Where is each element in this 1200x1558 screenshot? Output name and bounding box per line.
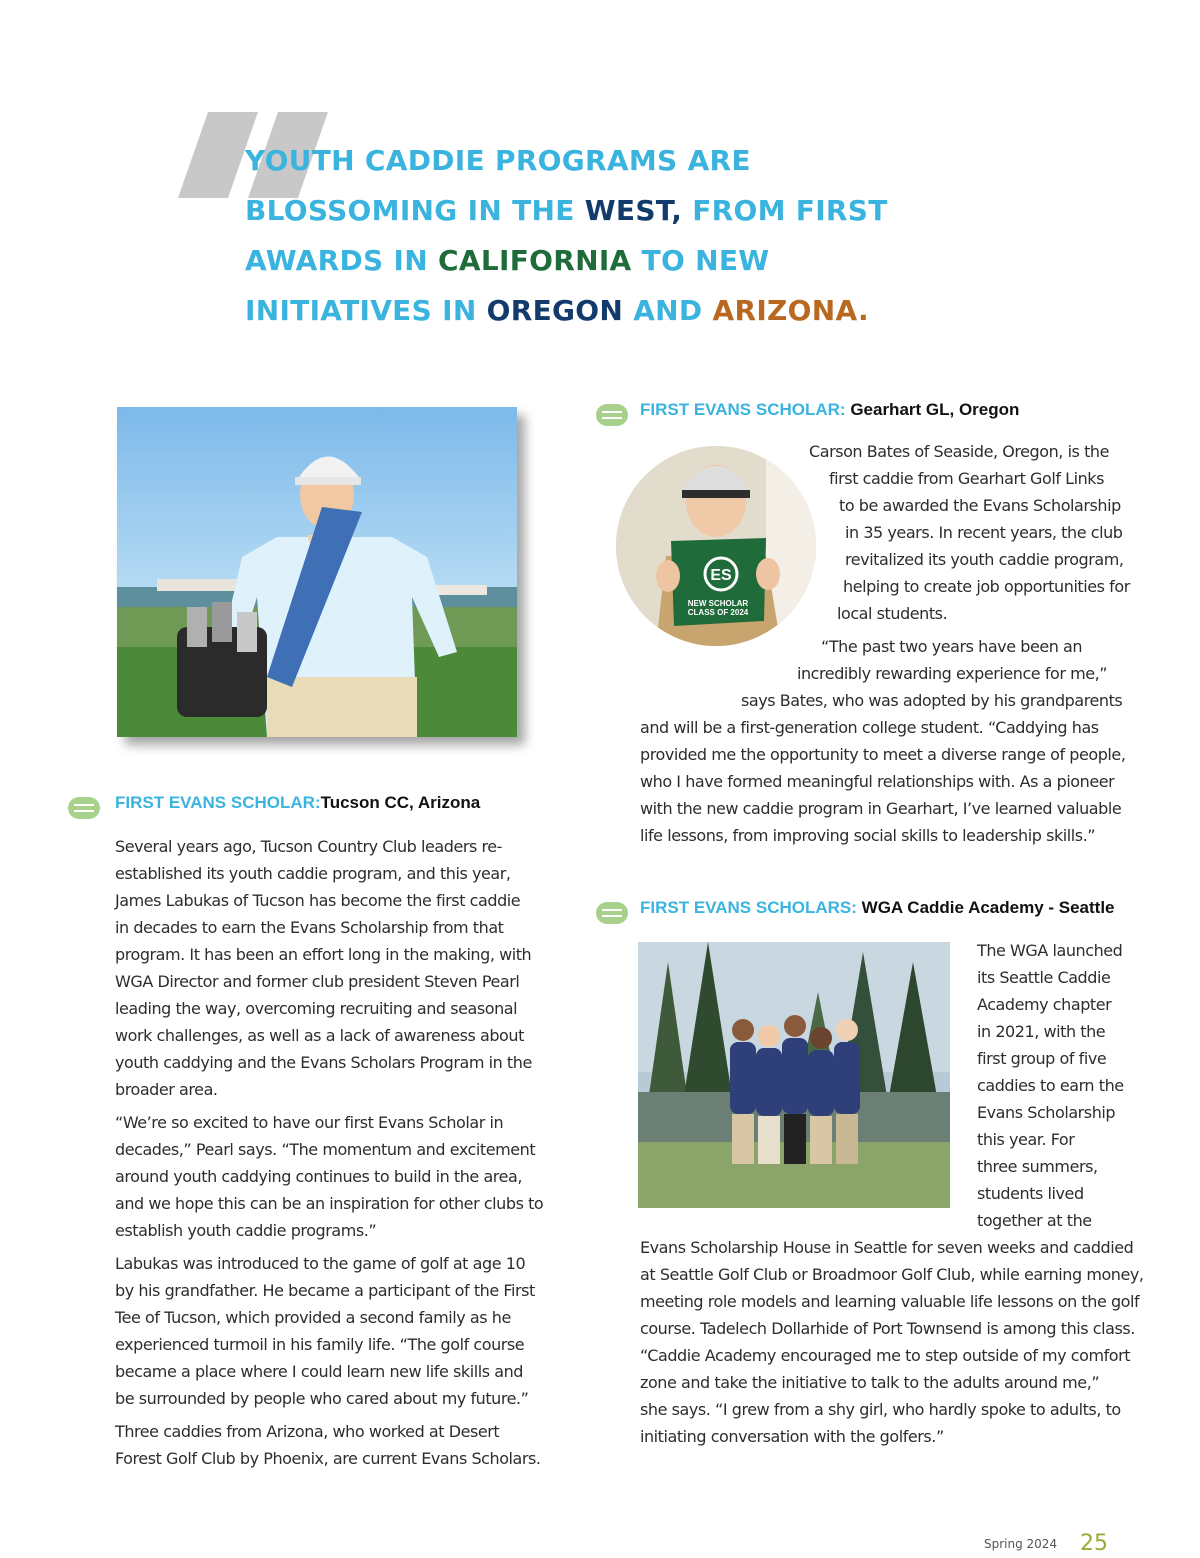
body-line: Three caddies from Arizona, who worked at Desert [115, 1422, 500, 1441]
body-line: its Seattle Caddie [977, 968, 1111, 987]
oregon-section-heading [640, 400, 1019, 420]
body-line: and we hope this can be an inspiration for other clubs to [115, 1194, 544, 1213]
body-line: Evans Scholarship [977, 1103, 1116, 1122]
body-line: program. It has been an effort long in the making, with [115, 945, 532, 964]
body-line: Forest Golf Club by Phoenix, are current Evans Scholars. [115, 1449, 541, 1468]
body-line: experienced turmoil in his family life. “The golf course [115, 1335, 525, 1354]
highlight-california: CALIFORNIA [438, 244, 632, 277]
body-line: to be awarded the Evans Scholarship [839, 496, 1121, 515]
body-line: Tee of Tucson, which provided a second family as he [115, 1308, 511, 1327]
body-line: life lessons, from improving social skills to leadership skills.” [640, 826, 1096, 845]
body-line: Several years ago, Tucson Country Club leaders re- [115, 837, 502, 856]
pennant-monogram: ES [710, 567, 732, 584]
body-line: by his grandfather. He became a participant of the First [115, 1281, 535, 1300]
body-line: caddies to earn the [977, 1076, 1124, 1095]
body-line: Labukas was introduced to the game of golf at age 10 [115, 1254, 526, 1273]
pennant-line-1: NEW SCHOLAR [687, 599, 749, 608]
body-line: local students. [837, 604, 948, 623]
seattle-section-heading [640, 898, 1115, 918]
body-line: zone and take the initiative to talk to the adults around me,” [640, 1373, 1100, 1392]
body-line: Evans Scholarship House in Seattle for seven weeks and caddied [640, 1238, 1134, 1257]
section-location: Tucson CC, Arizona [320, 793, 481, 812]
body-line: establish youth caddie programs.” [115, 1221, 377, 1240]
body-line: in 35 years. In recent years, the club [845, 523, 1123, 542]
body-line: “We’re so excited to have our first Evans Scholar in [115, 1113, 504, 1132]
body-line: became a place where I could learn new life skills and [115, 1362, 523, 1381]
body-line: with the new caddie program in Gearhart, I’ve learned valuable [640, 799, 1122, 818]
section-location: WGA Caddie Academy - Seattle [861, 898, 1115, 917]
body-line: in 2021, with the [977, 1022, 1106, 1041]
body-line: initiating conversation with the golfers.” [640, 1427, 944, 1446]
section-label: FIRST EVANS SCHOLAR: [115, 793, 321, 812]
body-line: three summers, [977, 1157, 1098, 1176]
body-line: Carson Bates of Seaside, Oregon, is the [809, 442, 1109, 461]
arizona-section-heading [115, 793, 480, 813]
body-line: “The past two years have been an [821, 637, 1083, 656]
body-line: leading the way, overcoming recruiting and seasonal [115, 999, 518, 1018]
body-line: around youth caddying continues to build in the area, [115, 1167, 522, 1186]
highlight-oregon: OREGON [486, 294, 624, 327]
body-line: Academy chapter [977, 995, 1112, 1014]
body-line: youth caddying and the Evans Scholars Program in the [115, 1053, 532, 1072]
body-line: revitalized its youth caddie program, [845, 550, 1124, 569]
body-line: The WGA launched [977, 941, 1123, 960]
body-line: work challenges, as well as a lack of awareness about [115, 1026, 524, 1045]
section-location: Gearhart GL, Oregon [850, 400, 1020, 419]
body-line: decades,” Pearl says. “The momentum and excitement [115, 1140, 536, 1159]
issue-label: Spring 2024 [984, 1537, 1058, 1551]
highlight-arizona: ARIZONA. [712, 294, 869, 327]
body-line: she says. “I grew from a shy girl, who hardly spoke to adults, to [640, 1400, 1121, 1419]
body-line: James Labukas of Tucson has become the first caddie [115, 891, 521, 910]
section-label: FIRST EVANS SCHOLARS: [640, 898, 857, 917]
body-line: together at the [977, 1211, 1092, 1230]
body-line: first caddie from Gearhart Golf Links [829, 469, 1104, 488]
body-line: meeting role models and learning valuable life lessons on the golf [640, 1292, 1140, 1311]
body-line: established its youth caddie program, and this year, [115, 864, 511, 883]
body-line: course. Tadelech Dollarhide of Port Townsend is among this class. [640, 1319, 1135, 1338]
section-bullet-icon [596, 902, 628, 924]
body-line: who I have formed meaningful relationships with. As a pioneer [640, 772, 1115, 791]
body-line: “Caddie Academy encouraged me to step outside of my comfort [640, 1346, 1131, 1365]
pull-quote: YOUTH CADDIE PROGRAMS ARE BLOSSOMING IN THE WEST, FROM FIRST AWARDS IN CALIFORNIA TO NEW INITIATIVES IN OREGON AND ARIZONA. [245, 144, 888, 327]
body-line: in decades to earn the Evans Scholarship from that [115, 918, 504, 937]
body-line: WGA Director and former club president Steven Pearl [115, 972, 520, 991]
body-line: says Bates, who was adopted by his grandparents [741, 691, 1123, 710]
body-line: helping to create job opportunities for [843, 577, 1130, 596]
body-line: broader area. [115, 1080, 218, 1099]
highlight-west: WEST, [584, 194, 683, 227]
section-bullet-icon [68, 797, 100, 819]
seattle-section-body [0, 937, 1200, 1457]
pennant-line-2: CLASS OF 2024 [687, 608, 749, 617]
body-line: first group of five [977, 1049, 1107, 1068]
body-line: this year. For [977, 1130, 1075, 1149]
section-bullet-icon [596, 404, 628, 426]
body-line: students lived [977, 1184, 1084, 1203]
body-line: provided me the opportunity to meet a diverse range of people, [640, 745, 1126, 764]
body-line: be surrounded by people who cared about my future.” [115, 1389, 529, 1408]
body-line: and will be a first-generation college student. “Caddying has [640, 718, 1099, 737]
body-line: incredibly rewarding experience for me,” [797, 664, 1108, 683]
page-number: 25 [1080, 1531, 1108, 1556]
body-line: at Seattle Golf Club or Broadmoor Golf Club, while earning money, [640, 1265, 1144, 1284]
section-label: FIRST EVANS SCHOLAR: [640, 400, 846, 419]
